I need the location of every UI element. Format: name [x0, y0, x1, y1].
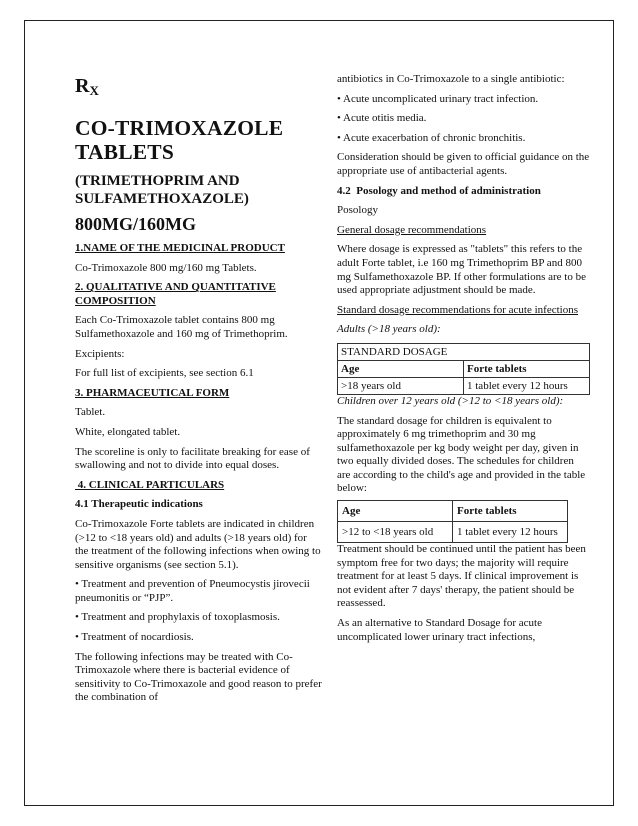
section-2-heading: 2. QUALITATIVE AND QUANTITATIVE COMPOSITION: [75, 281, 276, 307]
document-page: [24, 20, 614, 806]
table-caption-cell: STANDARD DOSAGE: [338, 343, 590, 360]
section-4-heading: 4. CLINICAL PARTICULARS: [75, 478, 225, 491]
section-3-text-2: White, elongated tablet.: [75, 425, 181, 438]
table-row: [338, 522, 568, 543]
section-3-heading: 3. PHARMACEUTICAL FORM: [75, 386, 230, 399]
section-1-heading: 1.NAME OF THE MEDICINAL PRODUCT: [75, 242, 285, 254]
table-cell-dose: 1 tablet every 12 hours: [453, 522, 568, 543]
section-3-text-1: Tablet.: [75, 406, 106, 419]
table-header-age: Age: [338, 360, 464, 377]
table-cell-age: >12 to <18 years old: [338, 522, 453, 543]
section-4-1-text-2: The following infections may be treated with Co-Trimoxazole where there is bacterial evidence of sensitivity to Co-Trimoxazole and good reason to prefer the combination of: [75, 650, 322, 704]
product-strength: 800MG/160MG: [75, 214, 196, 234]
product-subtitle: (TRIMETHOPRIM AND SULFAMETHOXAZOLE): [75, 173, 249, 207]
section-4-1-bullet-3: • Treatment of nocardiosis.: [75, 631, 194, 644]
adults-label: Adults (>18 years old):: [337, 323, 441, 336]
table-cell-dose: 1 tablet every 12 hours: [464, 377, 590, 394]
continuation-text: antibiotics in Co-Trimoxazole to a single antibiotic:: [337, 73, 565, 85]
table-cell-age: >18 years old: [338, 377, 464, 394]
section-1-text: Co-Trimoxazole 800 mg/160 mg Tablets.: [75, 261, 257, 274]
indication-bullet-2: • Acute otitis media.: [337, 112, 427, 125]
section-4-2-heading: 4.2 Posology and method of administration: [337, 184, 541, 197]
excipients-text: For full list of excipients, see section 6.1: [75, 367, 254, 380]
posology-label: Posology: [337, 204, 378, 217]
section-3-text-3: The scoreline is only to facilitate breaking for ease of swallowing and not to divide into equal doses.: [75, 445, 310, 472]
table-row: [338, 343, 590, 360]
general-dosage-text: Where dosage is expressed as "tablets" this refers to the adult Forte tablet, i.e 160 mg Trimethoprim BP and 800 mg Sulfamethoxazole BP. If other formulations are to be used appropriate adjustment should be made.: [337, 243, 586, 297]
general-dosage-heading: General dosage recommendations: [337, 223, 487, 236]
product-title: CO-TRIMOXAZOLE TABLETS: [75, 116, 284, 164]
indication-bullet-3: • Acute exacerbation of chronic bronchitis.: [337, 131, 526, 144]
rx-sub: X: [89, 83, 99, 98]
treatment-text: Treatment should be continued until the patient has been symptom free for two days; the majority will require treatment for at least 5 days. If clinical improvement is not evident after 7 days' therapy, the patient should be reassessed.: [337, 543, 586, 610]
table-header-dose: Forte tablets: [464, 360, 590, 377]
children-text: The standard dosage for children is equivalent to approximately 6 mg trimethoprim and 30 mg sulfamethoxazole per kg body weight per day, given in two equally divided doses. The schedules for children are according to the child's age and provided in the table below:: [337, 414, 586, 495]
rx-main: R: [75, 75, 90, 97]
section-2-text: Each Co-Trimoxazole tablet contains 800 mg Sulfamethoxazole and 160 mg of Trimethoprim.: [75, 314, 288, 340]
standard-dosage-heading: Standard dosage recommendations for acute infections: [337, 303, 579, 316]
table-header-age: Age: [338, 501, 453, 522]
right-column: [337, 73, 590, 650]
indication-bullet-1: • Acute uncomplicated urinary tract infection.: [337, 92, 539, 105]
rx-symbol: [75, 75, 323, 102]
section-4-1-text-1: Co-Trimoxazole Forte tablets are indicated in children (>12 to <18 years old) and adults (>18 years old) for the treatment of the following infections when owing to sensitive organisms (see section 5.1).: [75, 517, 321, 571]
alternative-text: As an alternative to Standard Dosage for acute uncomplicated lower urinary tract infections,: [337, 617, 542, 643]
left-column: [75, 75, 323, 711]
excipients-label: Excipients:: [75, 347, 125, 360]
consideration-text: Consideration should be given to official guidance on the appropriate use of antibacterial agents.: [337, 151, 590, 177]
section-4-1-bullet-1: • Treatment and prevention of Pneumocystis jirovecii pneumonitis or “PJP”.: [75, 578, 310, 604]
section-4-1-heading: 4.1 Therapeutic indications: [75, 498, 203, 511]
children-label: Children over 12 years old (>12 to <18 years old):: [337, 394, 564, 407]
table-header-dose: Forte tablets: [453, 501, 568, 522]
table-row: [338, 377, 590, 394]
standard-dosage-table: [337, 343, 590, 395]
section-4-1-bullet-2: • Treatment and prophylaxis of toxoplasmosis.: [75, 611, 280, 624]
table-row: [338, 501, 568, 522]
table-row: [338, 360, 590, 377]
children-dosage-table: [337, 500, 568, 543]
